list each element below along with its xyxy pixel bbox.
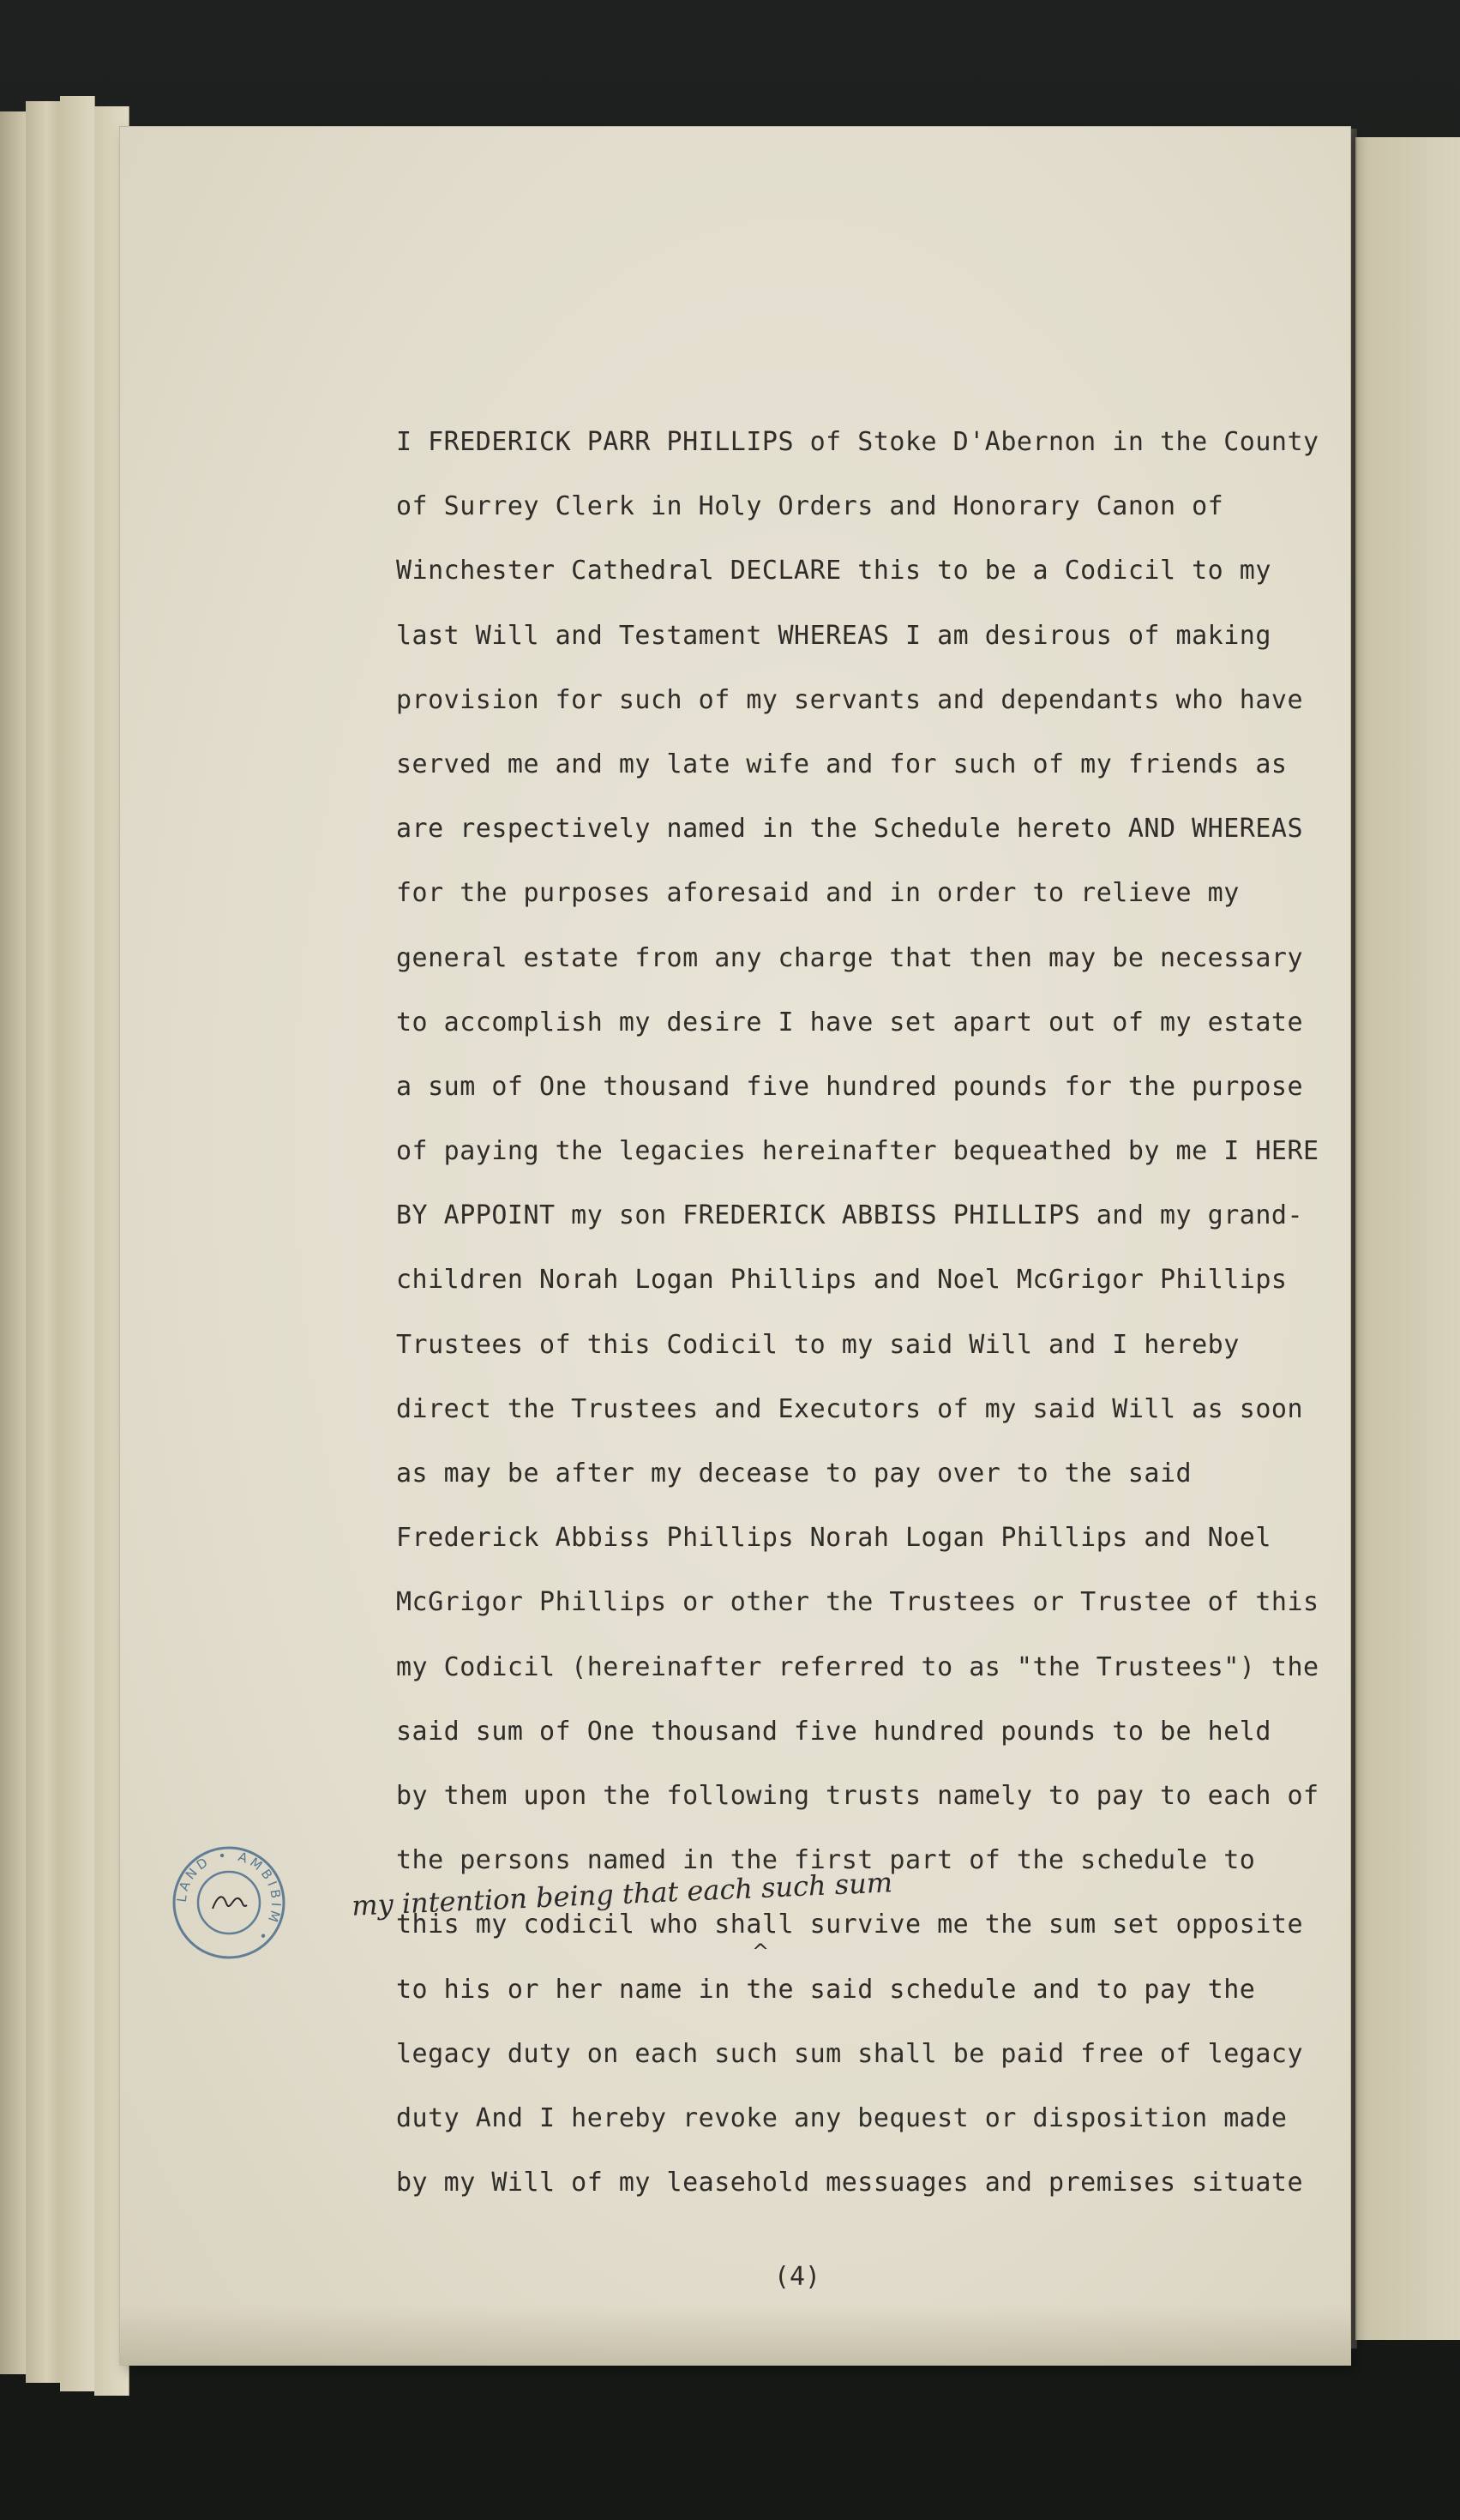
document-line: served me and my late wife and for such of my friends as bbox=[396, 749, 1288, 779]
document-line: provision for such of my servants and dependants who have bbox=[396, 684, 1304, 715]
document-line: said sum of One thousand five hundred pounds to be held bbox=[396, 1716, 1271, 1747]
document-line: of Surrey Clerk in Holy Orders and Honorary Canon of bbox=[396, 491, 1224, 522]
document-line: by them upon the following trusts namely to pay to each of bbox=[396, 1780, 1319, 1811]
document-line: Frederick Abbiss Phillips Norah Logan Phillips and Noel bbox=[396, 1523, 1271, 1554]
document-line: as may be after my decease to pay over to the said bbox=[396, 1458, 1193, 1489]
document-line: a sum of One thousand five hundred pounds for the purpose bbox=[396, 1071, 1304, 1102]
document-line: by my Will of my leasehold messuages and premises situate bbox=[396, 2168, 1304, 2198]
document-line: children Norah Logan Phillips and Noel McGrigor Phillips bbox=[396, 1265, 1288, 1296]
document-line: Winchester Cathedral DECLARE this to be a Codicil to my bbox=[396, 556, 1271, 586]
circular-stamp-icon bbox=[170, 1843, 288, 1962]
document-line: to accomplish my desire I have set apart out of my estate bbox=[396, 1007, 1304, 1037]
document-page bbox=[120, 127, 1350, 2365]
document-line: to his or her name in the said schedule and to pay the bbox=[396, 1974, 1256, 2005]
document-line: my Codicil (hereinafter referred to as "the Trustees") the bbox=[396, 1651, 1319, 1682]
document-line: Trustees of this Codicil to my said Will and I hereby bbox=[396, 1329, 1240, 1360]
document-line: BY APPOINT my son FREDERICK ABBISS PHILLIPS and my grand- bbox=[396, 1200, 1304, 1231]
page-stack-edge bbox=[60, 96, 95, 2391]
adjacent-page-edge bbox=[1355, 137, 1460, 2340]
document-line: for the purposes aforesaid and in order to relieve my bbox=[396, 878, 1240, 909]
insertion-caret: ^ bbox=[752, 1940, 770, 1964]
document-line: duty And I hereby revoke any bequest or disposition made bbox=[396, 2102, 1288, 2133]
page-number: (4) bbox=[773, 2262, 821, 2292]
document-line: I FREDERICK PARR PHILLIPS of Stoke D'Abernon in the County bbox=[396, 427, 1319, 457]
document-line: the persons named in the first part of the schedule to bbox=[396, 1845, 1256, 1876]
page-stack-edge bbox=[26, 101, 61, 2383]
document-line: this my codicil who shall survive me the sum set opposite bbox=[396, 1910, 1304, 1940]
svg-text:LAND • AMBIBIM •: LAND • AMBIBIM • bbox=[173, 1847, 285, 1946]
typed-body-text bbox=[396, 410, 1348, 2215]
page-wear bbox=[120, 2305, 1350, 2365]
handwritten-insertion: my intention being that each such sum bbox=[351, 1866, 893, 1922]
document-line: of paying the legacies hereinafter bequeathed by me I HERE bbox=[396, 1136, 1319, 1167]
document-line: direct the Trustees and Executors of my said Will as soon bbox=[396, 1393, 1304, 1424]
document-line: legacy duty on each such sum shall be paid free of legacy bbox=[396, 2038, 1304, 2069]
document-line: are respectively named in the Schedule hereto AND WHEREAS bbox=[396, 814, 1304, 845]
document-line: McGrigor Phillips or other the Trustees or Trustee of this bbox=[396, 1587, 1319, 1618]
document-line: last Will and Testament WHEREAS I am desirous of making bbox=[396, 620, 1271, 651]
page-stack-edge bbox=[0, 111, 27, 2374]
document-line: general estate from any charge that then may be necessary bbox=[396, 942, 1304, 973]
